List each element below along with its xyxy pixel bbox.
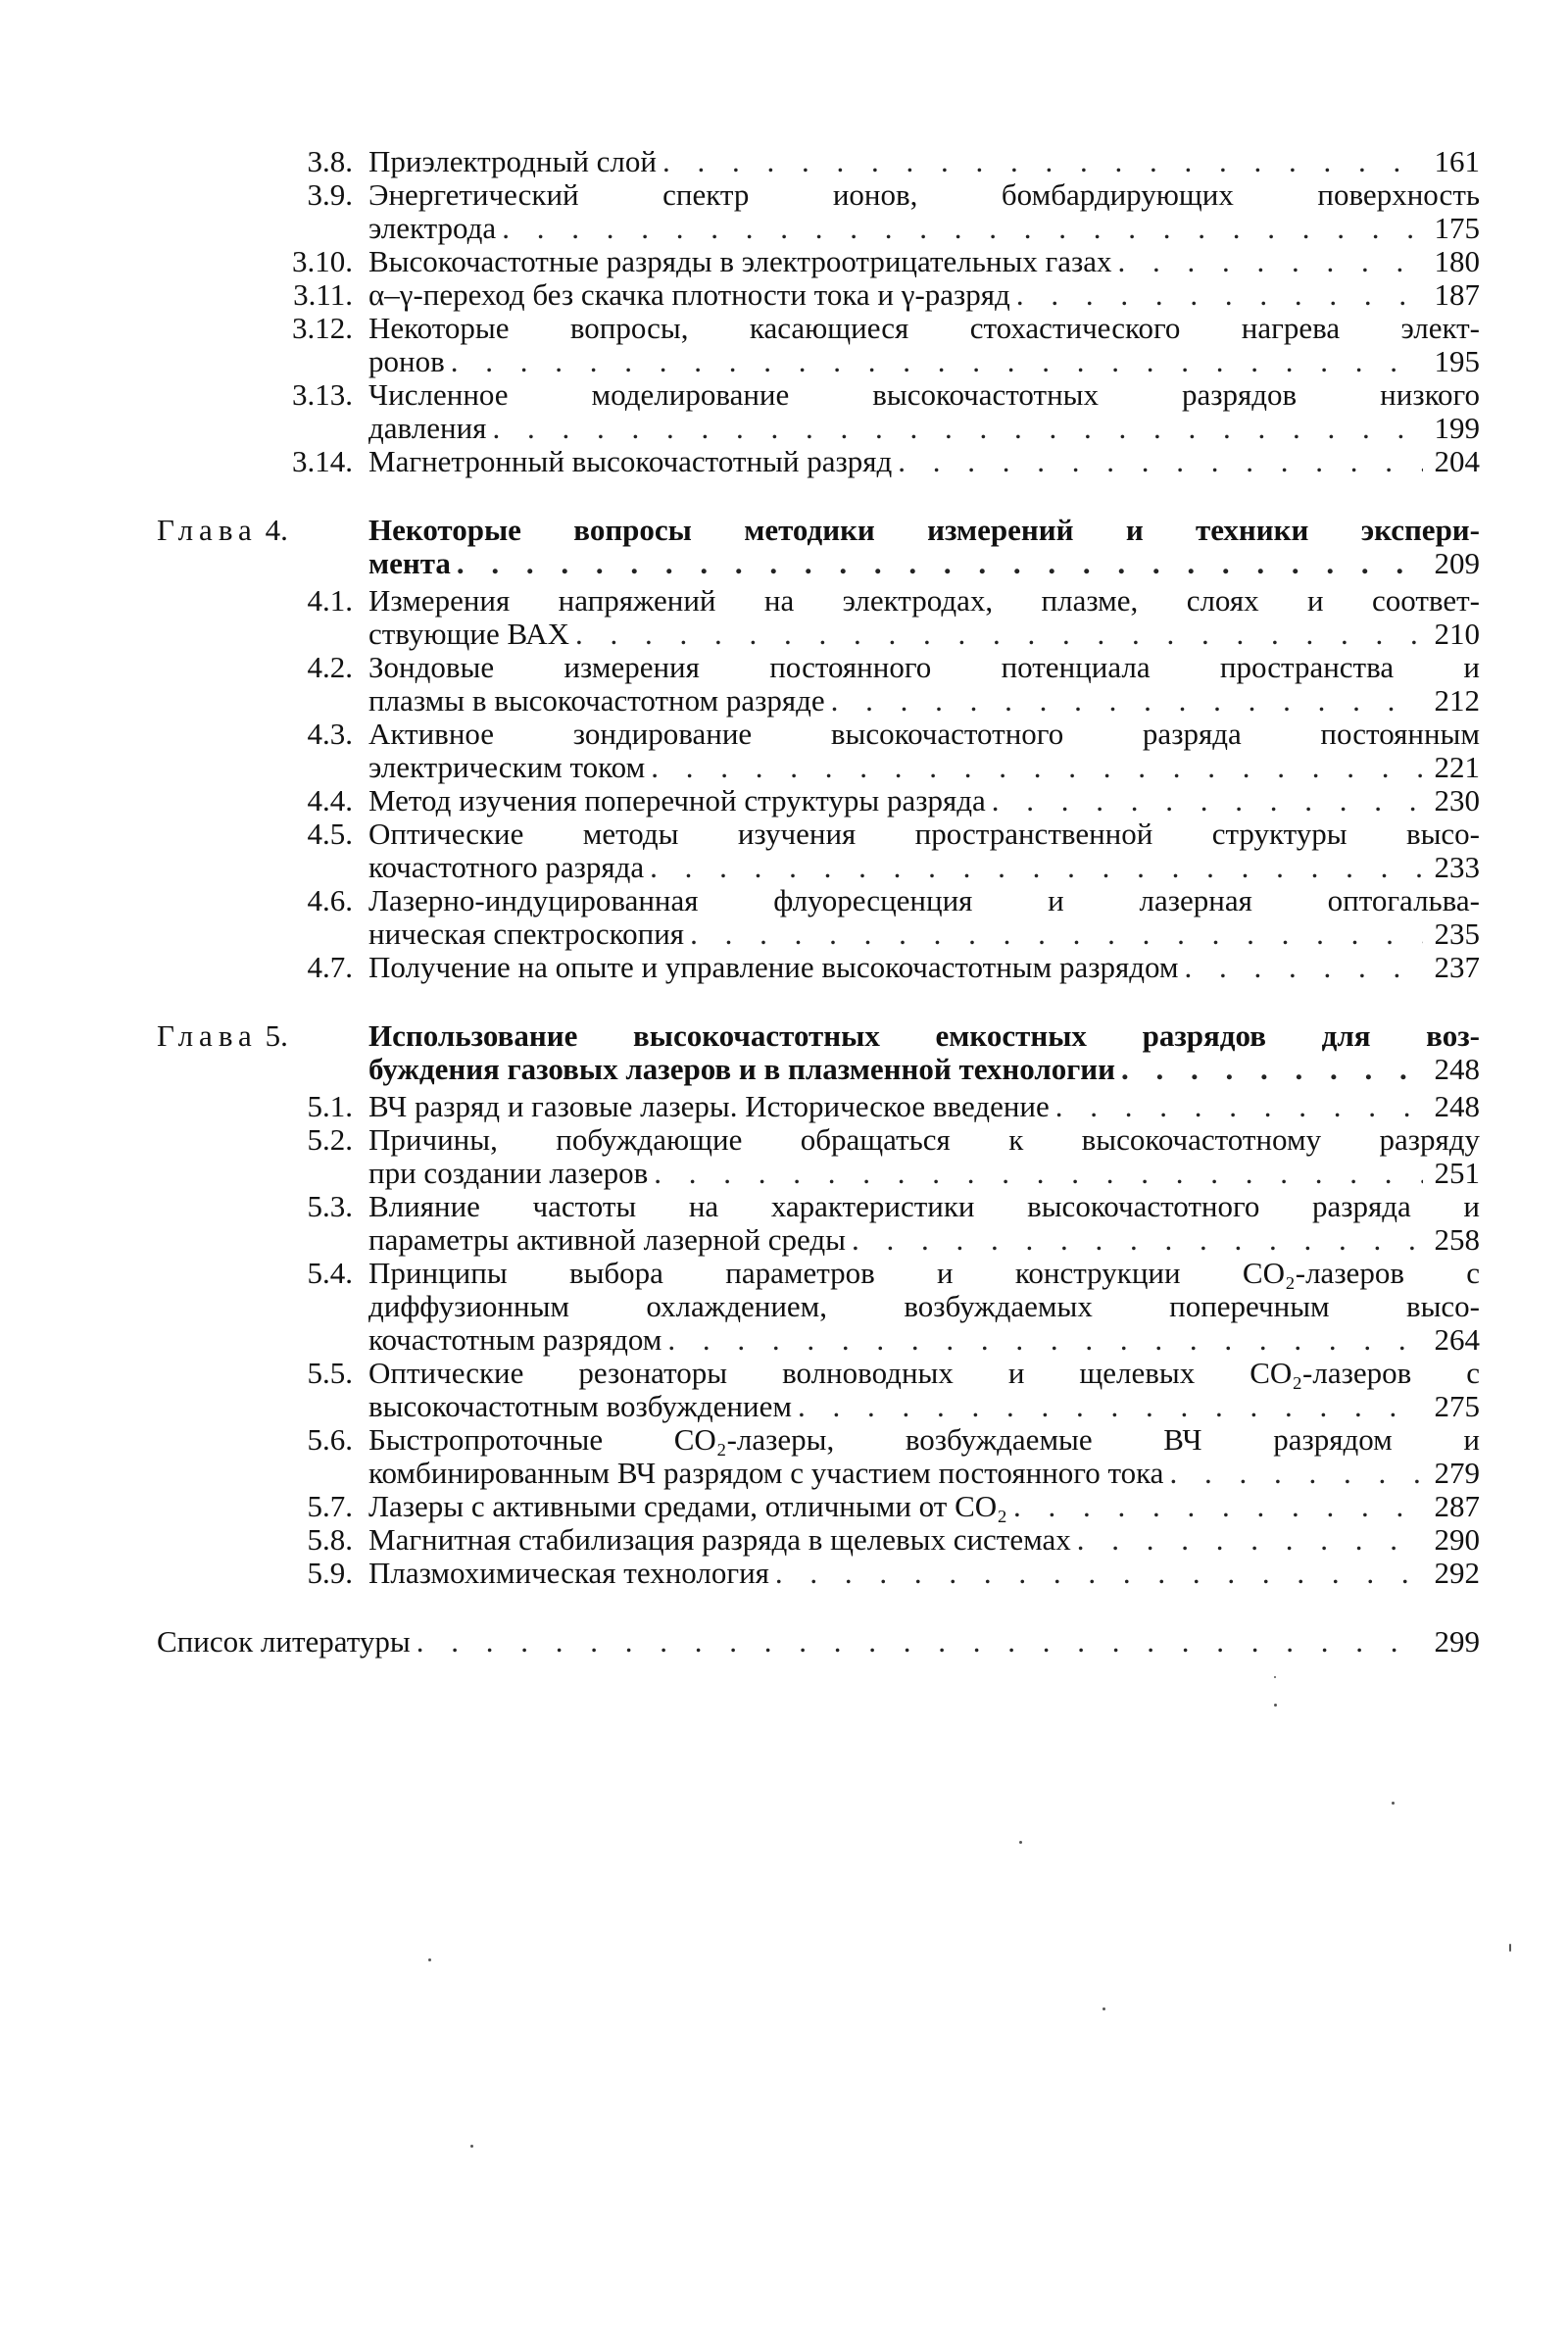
section-title: Высокочастотные разряды в электроотрицательных газах [368,244,1112,278]
section-title-line: Активное зондирование высокочастотного разряда постоянным [368,717,1480,751]
section-number: 3.10. [292,244,353,278]
toc-entry-5-1 [157,1090,1480,1123]
section-title: Плазмохимическая технология [368,1556,769,1590]
section-number: 5.2. [307,1122,353,1157]
section-title: Лазеры с активными средами, отличными от CO₂ [368,1489,1007,1523]
section-title-line: Зондовые измерения постоянного потенциала пространства и [368,650,1480,684]
page-number: 292 [1434,1556,1480,1590]
section-title-line: Влияние частоты на характеристики высокочастотного разряда и [368,1189,1480,1223]
table-of-contents [157,145,1480,1659]
page-number: 233 [1434,850,1480,884]
section-title-line: Причины, побуждающие обращаться к высокочастотному разряду [368,1122,1480,1157]
chapter-number [157,1019,353,1053]
section-title: ническая спектроскопия [368,916,685,951]
section-title: высокочастотным возбуждением [368,1389,792,1423]
chapter-word: Глава [157,1018,258,1053]
page-number: 199 [1434,411,1480,445]
section-title-line: Измерения напряжений на электродах, плазме, слоях и соответ- [368,583,1480,618]
section-title: Получение на опыте и управление высокочастотным разрядом [368,950,1179,984]
toc-entry-5-8 [157,1523,1480,1557]
section-title: при создании лазеров [368,1156,649,1190]
section-title: Приэлектродный слой [368,144,657,178]
page-number: 248 [1434,1089,1480,1123]
section-number: 4.2. [307,650,353,684]
page-number: 161 [1434,144,1480,178]
page-number: 204 [1434,444,1480,478]
chapter-title-line: Некоторые вопросы методики измерений и техники экспери- [368,513,1480,547]
section-number: 4.3. [307,717,353,751]
section-number: 5.5. [307,1356,353,1390]
page-number: 275 [1434,1389,1480,1423]
section-title: давления [368,411,487,445]
toc-entry-3-12 [157,312,1480,378]
section-number: 4.7. [307,950,353,984]
section-number: 3.11. [293,277,353,312]
section-number: 5.8. [307,1522,353,1557]
chapter-title: мента [368,546,451,580]
page-number: 237 [1434,950,1480,984]
section-title: плазмы в высокочастотном разряде [368,683,825,718]
section-number: 5.3. [307,1189,353,1223]
page-number: 279 [1434,1456,1480,1490]
chapter-digit: 5. [265,1018,288,1053]
page-number: 299 [1434,1624,1480,1659]
page-number: 235 [1434,916,1480,951]
chapter-title-line: Использование высокочастотных емкостных разрядов для воз- [368,1018,1480,1053]
toc-entry-5-4 [157,1257,1480,1357]
page-number: 209 [1434,546,1480,580]
section-title-line: Принципы выбора параметров и конструкции CO₂-лазеров с [368,1256,1480,1290]
references-title: Список литературы [157,1624,411,1659]
toc-entry-4-5 [157,817,1480,884]
section-title-line: Быстропроточные CO₂-лазеры, возбуждаемые ВЧ разрядом и [368,1422,1480,1457]
toc-entry-5-5 [157,1357,1480,1423]
section-title-line: диффузионным охлаждением, возбуждаемых поперечным высо- [368,1289,1480,1323]
toc-entry-4-6 [157,884,1480,951]
section-title: электрода [368,211,497,245]
page-number: 230 [1434,783,1480,817]
chapter-title: буждения газовых лазеров и в плазменной технологии [368,1052,1116,1086]
section-title: Магнетронный высокочастотный разряд [368,444,893,478]
section-title: кочастотным разрядом [368,1322,662,1357]
section-title: Магнитная стабилизация разряда в щелевых системах [368,1522,1071,1557]
section-title: комбинированным ВЧ разрядом с участием постоянного тока [368,1456,1164,1490]
toc-entry-3-13 [157,378,1480,445]
section-title: ВЧ разряд и газовые лазеры. Историческое введение [368,1089,1050,1123]
section-title: ронов [368,344,445,378]
section-number: 3.12. [292,311,353,345]
toc-entry-5-7 [157,1490,1480,1523]
section-number: 4.4. [307,783,353,817]
toc-entry-4-1 [157,584,1480,651]
page-number: 264 [1434,1322,1480,1357]
toc-entry-5-3 [157,1190,1480,1257]
page-number: 287 [1434,1489,1480,1523]
page-number: 187 [1434,277,1480,312]
toc-entry-3-11 [157,278,1480,312]
toc-entry-4-3 [157,718,1480,784]
section-title-line: Оптические методы изучения пространственной структуры высо- [368,817,1480,851]
toc-chapter-5 [157,1019,1480,1086]
section-number: 5.6. [307,1422,353,1457]
section-number: 5.1. [307,1089,353,1123]
section-title-line: Лазерно-индуцированная флуоресценция и лазерная оптогальва- [368,883,1480,917]
scan-speck [428,1958,431,1961]
section-number: 3.13. [292,377,353,412]
section-number: 5.9. [307,1556,353,1590]
chapter-word: Глава [157,513,258,547]
section-title-line: Оптические резонаторы волноводных и щелевых CO₂-лазеров с [368,1356,1480,1390]
page-number: 175 [1434,211,1480,245]
page-number: 212 [1434,683,1480,718]
toc-entry-3-14 [157,445,1480,478]
section-title: параметры активной лазерной среды [368,1222,846,1257]
scan-speck [1274,1704,1277,1707]
section-title-line: Некоторые вопросы, касающиеся стохастического нагрева элект- [368,311,1480,345]
section-number: 5.4. [307,1256,353,1290]
scan-speck [1019,1841,1022,1844]
chapter-digit: 4. [265,513,288,547]
toc-entry-4-4 [157,784,1480,817]
section-title: ствующие ВАХ [368,617,570,651]
section-number: 3.9. [307,177,353,212]
page-number: 195 [1434,344,1480,378]
chapter-number [157,514,353,547]
section-title: электрическим током [368,750,646,784]
toc-chapter-4 [157,514,1480,580]
page-number: 251 [1434,1156,1480,1190]
section-number: 4.1. [307,583,353,618]
toc-entry-5-2 [157,1123,1480,1190]
section-title: кочастотного разряда [368,850,645,884]
toc-entry-4-7 [157,951,1480,984]
toc-references [157,1625,1480,1659]
page-number: 221 [1434,750,1480,784]
section-title-line: Численное моделирование высокочастотных разрядов низкого [368,377,1480,412]
scan-speck [1274,1676,1276,1678]
section-number: 3.8. [307,144,353,178]
scan-speck [1392,1802,1395,1805]
scan-speck [470,2145,473,2148]
page-number: 248 [1434,1052,1480,1086]
page-number: 290 [1434,1522,1480,1557]
toc-entry-3-9 [157,178,1480,245]
section-title-line: Энергетический спектр ионов, бомбардирующих поверхность [368,177,1480,212]
section-title: α–γ-переход без скачка плотности тока и γ-разряд [368,277,1010,312]
section-number: 4.5. [307,817,353,851]
scan-speck [1102,2007,1105,2010]
page-number: 180 [1434,244,1480,278]
section-number: 3.14. [292,444,353,478]
toc-entry-4-2 [157,651,1480,718]
section-title: Метод изучения поперечной структуры разряда [368,783,986,817]
page-number: 258 [1434,1222,1480,1257]
toc-entry-5-9 [157,1557,1480,1590]
toc-entry-3-8 [157,145,1480,178]
page-number: 210 [1434,617,1480,651]
section-number: 4.6. [307,883,353,917]
scan-speck [1509,1944,1511,1952]
toc-entry-3-10 [157,245,1480,278]
section-number: 5.7. [307,1489,353,1523]
toc-entry-5-6 [157,1423,1480,1490]
